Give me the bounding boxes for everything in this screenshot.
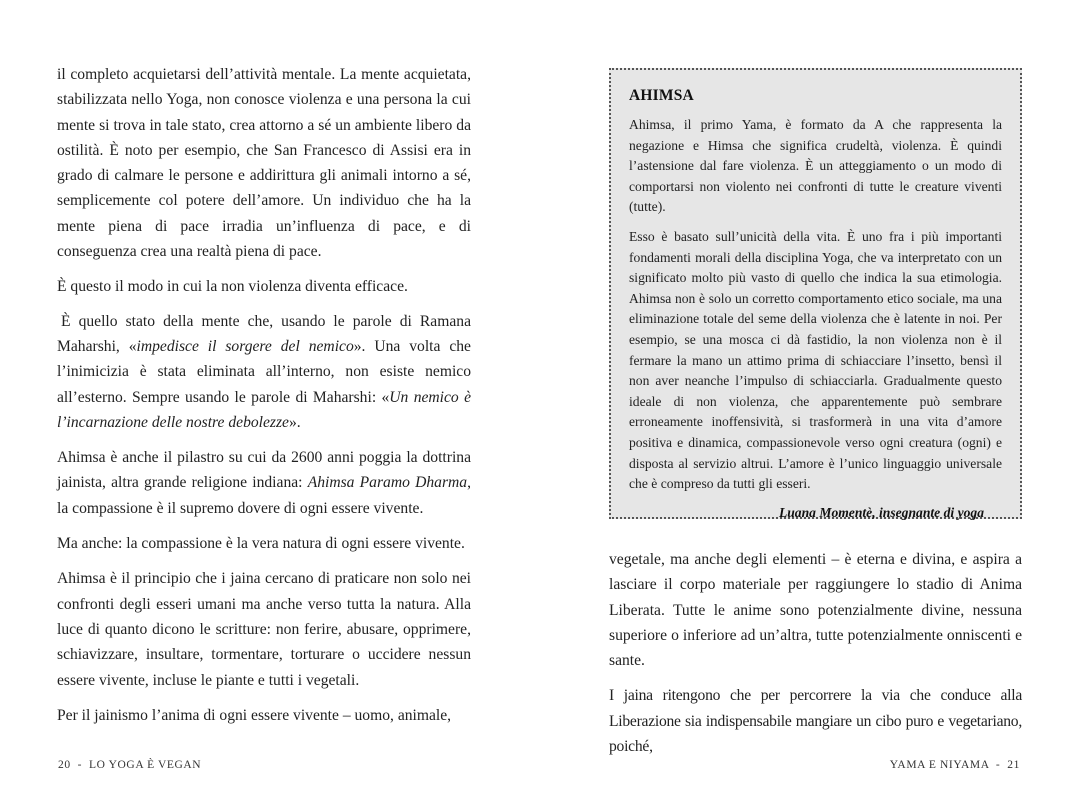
text: , la compassione è il supremo dovere di ogni essere vivente. — [57, 474, 471, 517]
ahimsa-sidebox — [609, 68, 1022, 519]
sidebox-title: AHIMSA — [629, 87, 694, 104]
paragraph: I jaina ritengono che per percorrere la via che conduce alla Liberazione sia indispensabile mangiare un cibo puro e vegetariano, poiché, — [609, 687, 1022, 756]
paragraph: il completo acquietarsi dell’attività mentale. La mente acquietata, stabilizzata nello Yoga, non conosce violenza e una persona la cui mente si trova in tale stato, crea attorno a sé un ambiente libero da ostilità. È noto per esempio, che San Francesco di Assisi era in grado di calmare le persone e addirittura gli animali intorno a sé, semplicemente col potere dell’amore. Un individuo che ha la mente piena di pace irradia un’influenza di pace, e di conseguenza crea una realtà piena di pace. — [57, 66, 471, 261]
text: ». — [288, 413, 301, 431]
paragraph: Ahimsa è il principio che i jaina cercano di praticare non solo nei confronti degli esseri umani ma anche verso tutta la natura. Alla luce di quanto dicono le scritture: non ferire, abusare, opprimere, schiavizzare, insultare, tormentare, torturare o uccidere nessun essere vivente, incluse le piante e tutti i vegetali. — [57, 570, 471, 689]
text: Ahimsa è anche il pilastro su cui da 2600 anni poggia la dottrina jainista, altra grande religione indiana: — [57, 449, 471, 492]
quote: impedisce il sorgere del nemico — [136, 337, 354, 355]
paragraph: Ma anche: la compassione è la vera natura di ogni essere vivente. — [57, 535, 465, 553]
paragraph: vegetale, ma anche degli elementi – è eterna e divina, e aspira a lasciare il corpo materiale per raggiungere lo stadio di Anima Liberata. Tutte le anime sono potenzialmente divine, nessuna superiore o inferiore ad un’altra, tutte potenzialmente onniscenti e sante. — [609, 551, 1022, 670]
text: È quello stato della mente che, usando le parole di Ramana Maharshi, « — [57, 312, 471, 355]
right-page-text-column — [609, 547, 1022, 769]
footer-page-number-left: 20 - LO YOGA È VEGAN — [58, 759, 202, 771]
sidebox-paragraph: Esso è basato sull’unicità della vita. È uno fra i più importanti fondamenti morali della disciplina Yoga, che va interpretato con un significato molto più vasto di quello che indica la sua etimologia. Ahimsa non è solo un corretto comportamento etico sociale, ma una eliminazione totale del seme della violenza che è latente in noi. Per esempio, se una mosca ci dà fastidio, la non violenza non è il fermare la mano un attimo prima di schiacciare l’insetto, bensì il non aver neanche l’impulso di schiacciarla. Gradualmente questo ideale di non violenza, che apparentemente può sembrare erroneamente inoffensività, si trasformerà in una vita d’amore positiva e dinamica, compassionevole verso ogni creatura (ogni) e disposta al servizio altrui. L’amore è l’unico linguaggio universale che è compreso da tutti gli esseri. — [629, 228, 1002, 492]
left-page-text-column — [57, 62, 471, 738]
sidebox-paragraph: Ahimsa, il primo Yama, è formato da A che rappresenta la negazione e Himsa che significa crudeltà, violenza. È quindi l’astensione dal fare violenza. È un atteggiamento o un modo di comportarsi non violento nei confronti di tutte le creature viventi (tutte). — [629, 117, 1002, 215]
sidebox-signature: Luana Momentè, insegnante di yoga — [778, 504, 984, 520]
quote: Un nemico è l’incarnazione delle nostre debolezze — [57, 388, 471, 431]
paragraph-jainism — [57, 445, 471, 521]
paragraph-maharshi — [57, 309, 471, 435]
footer-page-number-right: YAMA E NIYAMA - 21 — [889, 759, 1020, 771]
paragraph: Per il jainismo l’anima di ogni essere vivente – uomo, animale, — [57, 706, 452, 724]
paragraph: È questo il modo in cui la non violenza diventa efficace. — [57, 278, 408, 296]
right-page — [540, 0, 1080, 810]
text: ». Una volta che l’inimicizia è stata eliminata all’interno, non esiste nemico all’esterno. Sempre usando le parole di Maharshi: « — [57, 337, 471, 406]
italic-phrase: Ahimsa Paramo Dharma — [307, 474, 468, 492]
